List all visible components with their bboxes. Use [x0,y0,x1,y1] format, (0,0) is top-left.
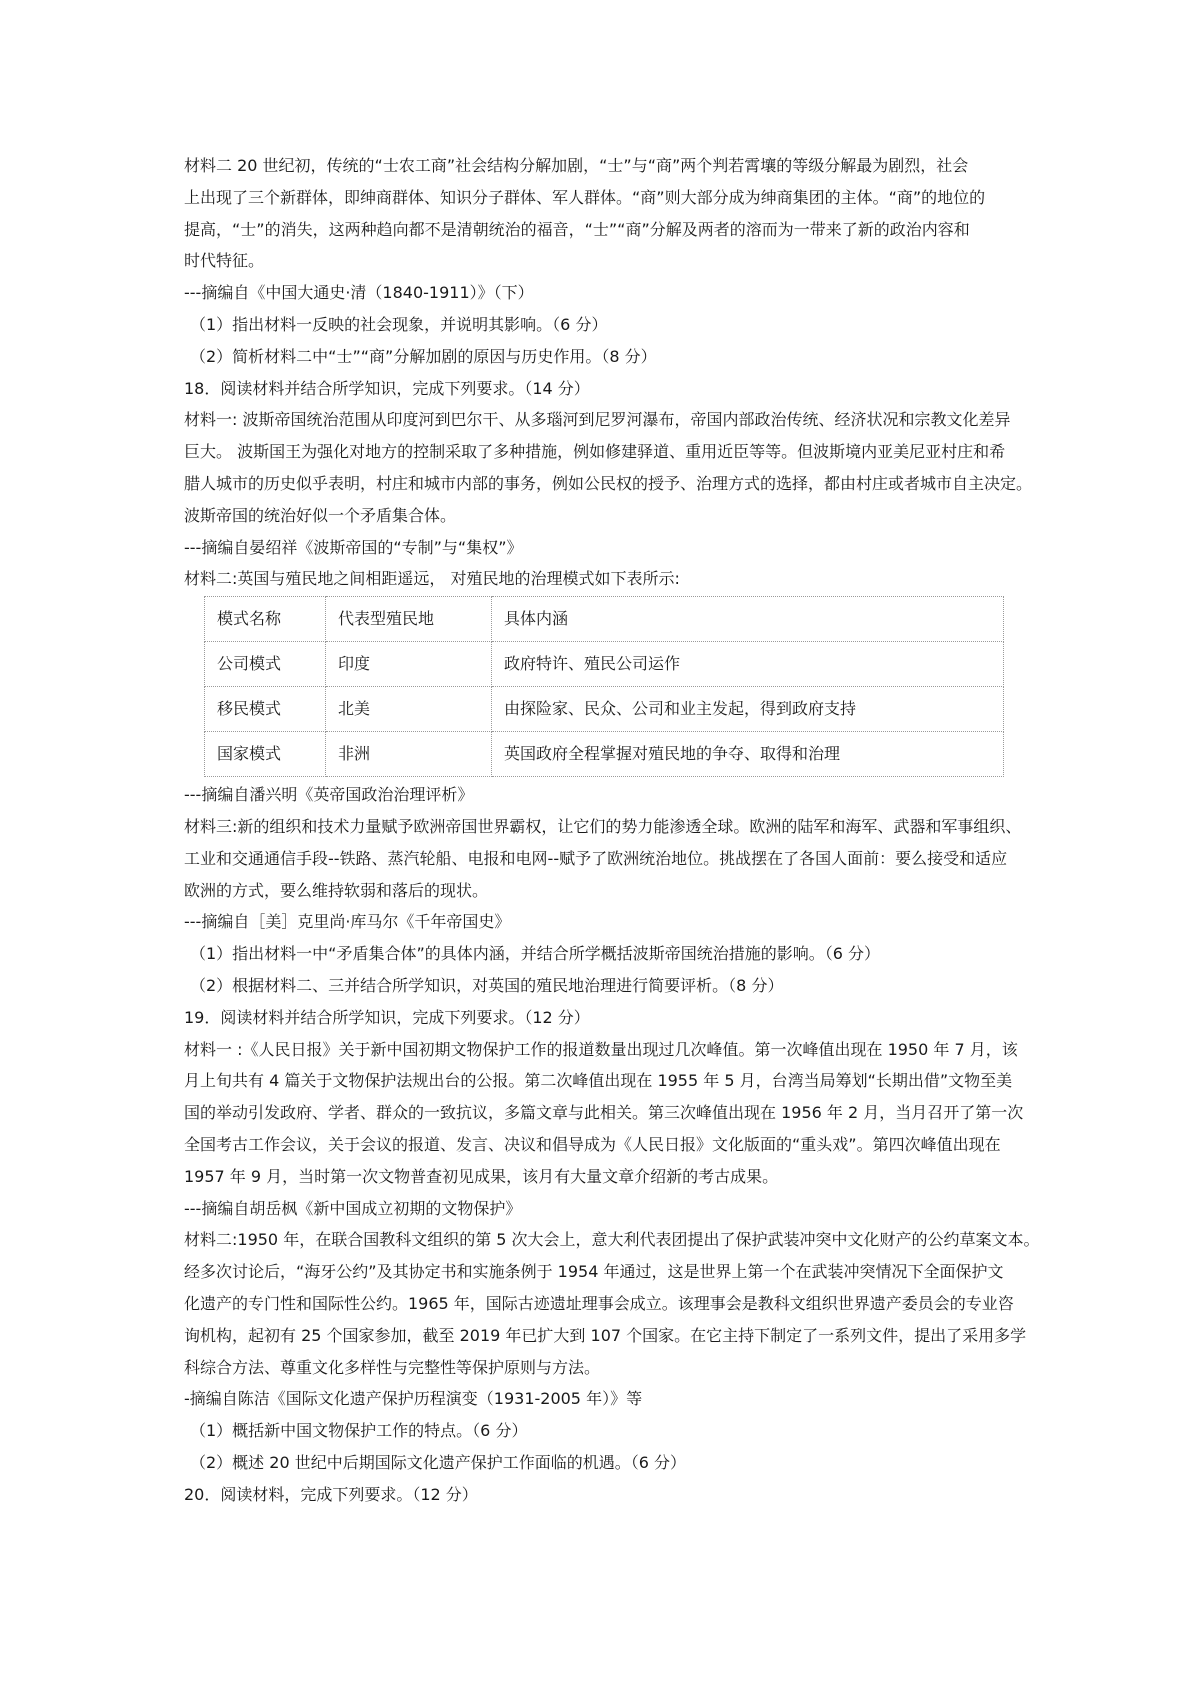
q17-material-two-source: ---摘编自《中国大通史·清（1840-1911）》（下） [184,283,534,303]
text-line: 全国考古工作会议，关于会议的报道、发言、决议和倡导成为《人民日报》文化版面的“重头戏”。第四次峰值出现在 [184,1134,1001,1154]
text-line: 经多次讨论后，“海牙公约”及其协定书和实施条例于 1954 年通过，这是世界上第一个在武装冲突情况下全面保护文 [184,1262,1004,1282]
q19-material-one [184,1034,1032,1193]
table-cell: 印度 [326,642,492,687]
q19-header: 19．阅读材料并结合所学知识，完成下列要求。（12 分） [184,1007,590,1027]
text-line: 腊人城市的历史似乎表明，村庄和城市内部的事务，例如公民权的授予、治理方式的选择，都由村庄或者城市自主决定。 [184,473,1033,493]
table-row [205,642,1004,687]
table-cell: 北美 [326,687,492,732]
q17-material-two [184,150,1032,277]
text-line: 国的举动引发政府、学者、群众的一致抗议，多篇文章与此相关。第三次峰值出现在 1956 年 2 月，当月召开了第一次 [184,1103,1024,1123]
table-cell: 移民模式 [205,687,326,732]
table-cell: 国家模式 [205,732,326,777]
text-line: 月上旬共有 4 篇关于文物保护法规出台的公报。第二次峰值出现在 1955 年 5 月，台湾当局筹划“长期出借”文物至美 [184,1071,1013,1091]
table-cell: 英国政府全程掌握对殖民地的争夺、取得和治理 [492,732,1004,777]
q18-subquestion-1: （1）指出材料一中“矛盾集合体”的具体内涵，并结合所学概括波斯帝国统治措施的影响。（6 分） [190,944,881,964]
exam-page [184,150,1040,1510]
q18-material-three-source: ---摘编自［美］克里尚·库马尔《千年帝国史》 [184,912,511,932]
q20-header: 20．阅读材料，完成下列要求。（12 分） [184,1484,478,1504]
text-line: 1957 年 9 月，当时第一次文物普查初见成果，该月有大量文章介绍新的考古成果。 [184,1166,779,1186]
q19-material-one-source: ---摘编自胡岳枫《新中国成立初期的文物保护》 [184,1198,522,1218]
q18-material-one-source: ---摘编自晏绍祥《波斯帝国的“专制”与“集权”》 [184,537,523,557]
table-cell: 公司模式 [205,642,326,687]
text-line: 材料二:1950 年，在联合国教科文组织的第 5 次大会上，意大利代表团提出了保护武装冲突中文化财产的公约草案文本。 [184,1230,1040,1250]
text-line: 材料一: 波斯帝国统治范围从印度河到巴尔干、从多瑙河到尼罗河瀑布，帝国内部政治传统、经济状况和宗教文化差异 [184,410,1011,430]
text-line: 材料一 :《人民日报》关于新中国初期文物保护工作的报道数量出现过几次峰值。第一次峰值出现在 1950 年 7 月，该 [184,1039,1018,1059]
text-line: 材料二 20 世纪初，传统的“士农工商”社会结构分解加剧，“士”与“商”两个判若霄壤的等级分解最为剧烈，社会 [184,156,969,175]
text-line: 时代特征。 [184,251,265,271]
text-line: 询机构，起初有 25 个国家参加，截至 2019 年已扩大到 107 个国家。在它主持下制定了一系列文件，提出了采用多学 [184,1325,1027,1345]
q19-subquestion-2: （2）概述 20 世纪中后期国际文化遗产保护工作面临的机遇。（6 分） [190,1452,686,1472]
q18-material-one [184,404,1032,531]
q17-subquestion-1: （1）指出材料一反映的社会现象，并说明其影响。（6 分） [190,314,608,334]
text-line: 科综合方法、尊重文化多样性与完整性等保护原则与方法。 [184,1357,601,1377]
q18-material-two-intro: 材料二:英国与殖民地之间相距遥远， 对殖民地的治理模式如下表所示: [184,569,680,589]
table-cell: 政府特许、殖民公司运作 [492,642,1004,687]
table-cell: 非洲 [326,732,492,777]
table-row [205,732,1004,777]
q18-material-three [184,811,1032,906]
table-cell: 由探险家、民众、公司和业主发起，得到政府支持 [492,687,1004,732]
q19-material-two-source: -摘编自陈洁《国际文化遗产保护历程演变（1931-2005 年）》等 [184,1389,643,1409]
q18-material-two-source: ---摘编自潘兴明《英帝国政治治理评析》 [184,785,474,805]
table-header-cell: 代表型殖民地 [326,597,492,642]
text-line: 工业和交通通信手段--铁路、蒸汽轮船、电报和电网--赋予了欧洲统治地位。挑战摆在了各国人面前：要么接受和适应 [184,848,1008,868]
text-line: 提高，“士”的消失，这两种趋向都不是清朝统治的福音，“士”“商”分解及两者的溶而为一带来了新的政治内容和 [184,219,970,239]
table-row [205,687,1004,732]
q18-header: 18．阅读材料并结合所学知识，完成下列要求。（14 分） [184,378,590,398]
text-line: 波斯帝国的统治好似一个矛盾集合体。 [184,505,457,525]
text-line: 巨大。 波斯国王为强化对地方的控制采取了多种措施，例如修建驿道、重用近臣等等。但波斯境内亚美尼亚村庄和希 [184,442,1006,462]
table-header-cell: 模式名称 [205,597,326,642]
q19-subquestion-1: （1）概括新中国文物保护工作的特点。（6 分） [190,1421,528,1441]
text-line: 欧洲的方式，要么维持软弱和落后的现状。 [184,880,489,900]
q18-subquestion-2: （2）根据材料二、三并结合所学知识，对英国的殖民地治理进行简要评析。（8 分） [190,975,784,995]
text-line: 化遗产的专门性和国际性公约。1965 年，国际古迹遗址理事会成立。该理事会是教科文组织世界遗产委员会的专业咨 [184,1293,1014,1313]
text-line: 材料三:新的组织和技术力量赋予欧洲帝国世界霸权，让它们的势力能渗透全球。欧洲的陆军和海军、武器和军事组织、 [184,816,1022,836]
q17-subquestion-2: （2）简析材料二中“士”“商”分解加剧的原因与历史作用。（8 分） [190,346,657,366]
text-line: 上出现了三个新群体，即绅商群体、知识分子群体、军人群体。“商”则大部分成为绅商集团的主体。“商”的地位的 [184,187,986,207]
table-header-cell: 具体内涵 [492,597,1004,642]
colonial-governance-table [204,596,1004,777]
table-header-row [205,597,1004,642]
q19-material-two [184,1224,1040,1383]
